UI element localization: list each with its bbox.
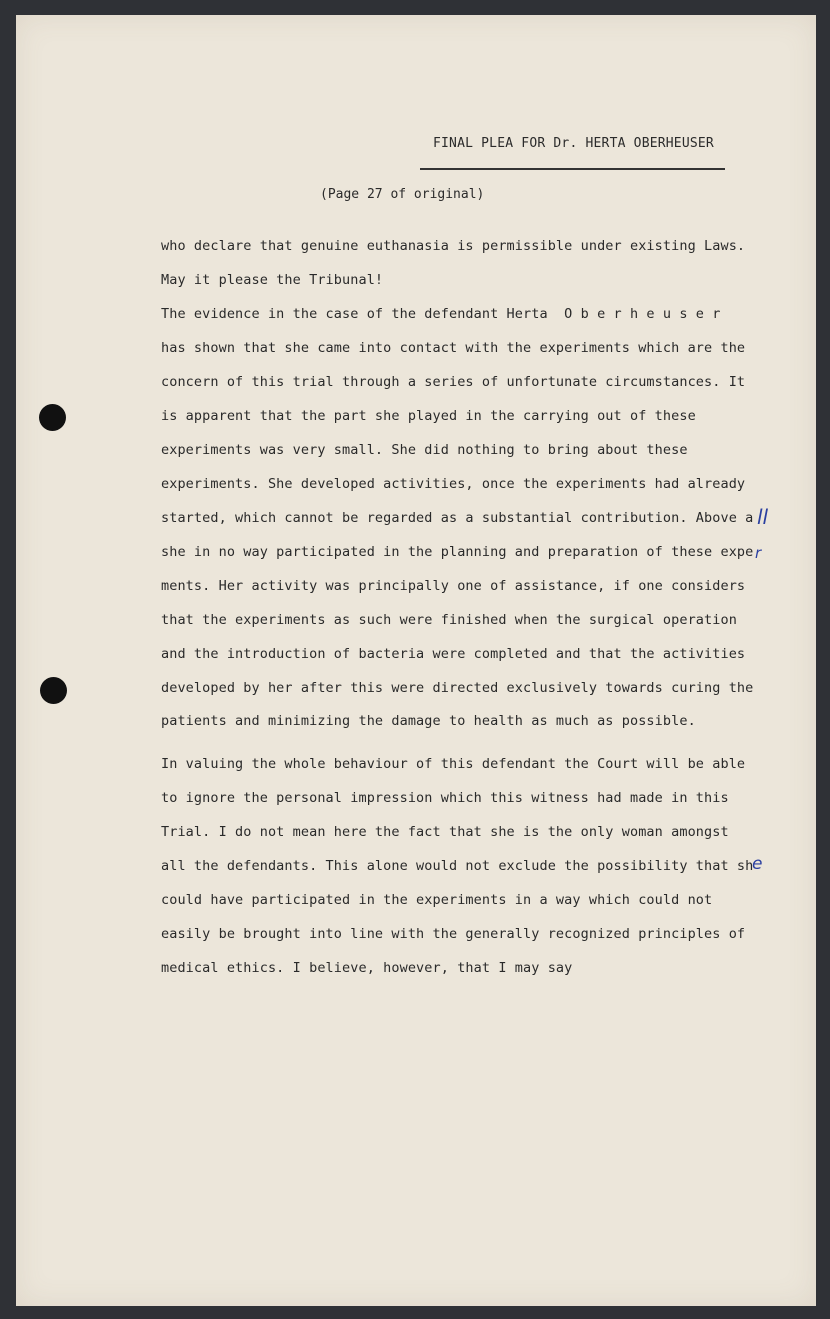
body-line: to ignore the personal impression which this witness had made in this (161, 790, 729, 806)
punch-hole (40, 677, 67, 704)
body-line: and the introduction of bacteria were completed and that the activities (161, 646, 746, 662)
document-title: FINAL PLEA FOR Dr. HERTA OBERHEUSER (433, 136, 714, 151)
body-line: Trial. I do not mean here the fact that she is the only woman amongst (161, 824, 729, 840)
body-line: who declare that genuine euthanasia is permissible under existing Laws. (161, 238, 746, 254)
body-line: started, which cannot be regarded as a substantial contribution. Above a (161, 510, 754, 526)
body-line: she in no way participated in the planning and preparation of these expe (161, 544, 754, 560)
body-line: all the defendants. This alone would not exclude the possibility that sh (161, 858, 754, 874)
body-line: could have participated in the experiments in a way which could not (161, 892, 713, 908)
punch-hole (39, 404, 66, 431)
body-line: that the experiments as such were finished when the surgical operation (161, 612, 737, 628)
handwritten-correction: ll (757, 505, 769, 529)
handwritten-correction: e (752, 854, 763, 874)
handwritten-correction: r (755, 544, 762, 562)
body-line: patients and minimizing the damage to health as much as possible. (161, 713, 696, 729)
body-line: medical ethics. I believe, however, that I may say (161, 960, 573, 976)
body-line: May it please the Tribunal! (161, 272, 384, 288)
body-line: developed by her after this were directed exclusively towards curing the (161, 680, 754, 696)
body-line: easily be brought into line with the generally recognized principles of (161, 926, 746, 942)
body-line: is apparent that the part she played in the carrying out of these (161, 408, 696, 424)
page-reference: (Page 27 of original) (320, 187, 485, 202)
title-underline (420, 168, 725, 170)
body-line: has shown that she came into contact with the experiments which are the (161, 340, 746, 356)
body-line: The evidence in the case of the defendant Herta O b e r h e u s e r (161, 306, 721, 322)
body-line: experiments was very small. She did nothing to bring about these (161, 442, 688, 458)
body-line: concern of this trial through a series of unfortunate circumstances. It (161, 374, 746, 390)
body-line: In valuing the whole behaviour of this defendant the Court will be able (161, 756, 746, 772)
body-line: experiments. She developed activities, once the experiments had already (161, 476, 746, 492)
body-line: ments. Her activity was principally one of assistance, if one considers (161, 578, 746, 594)
